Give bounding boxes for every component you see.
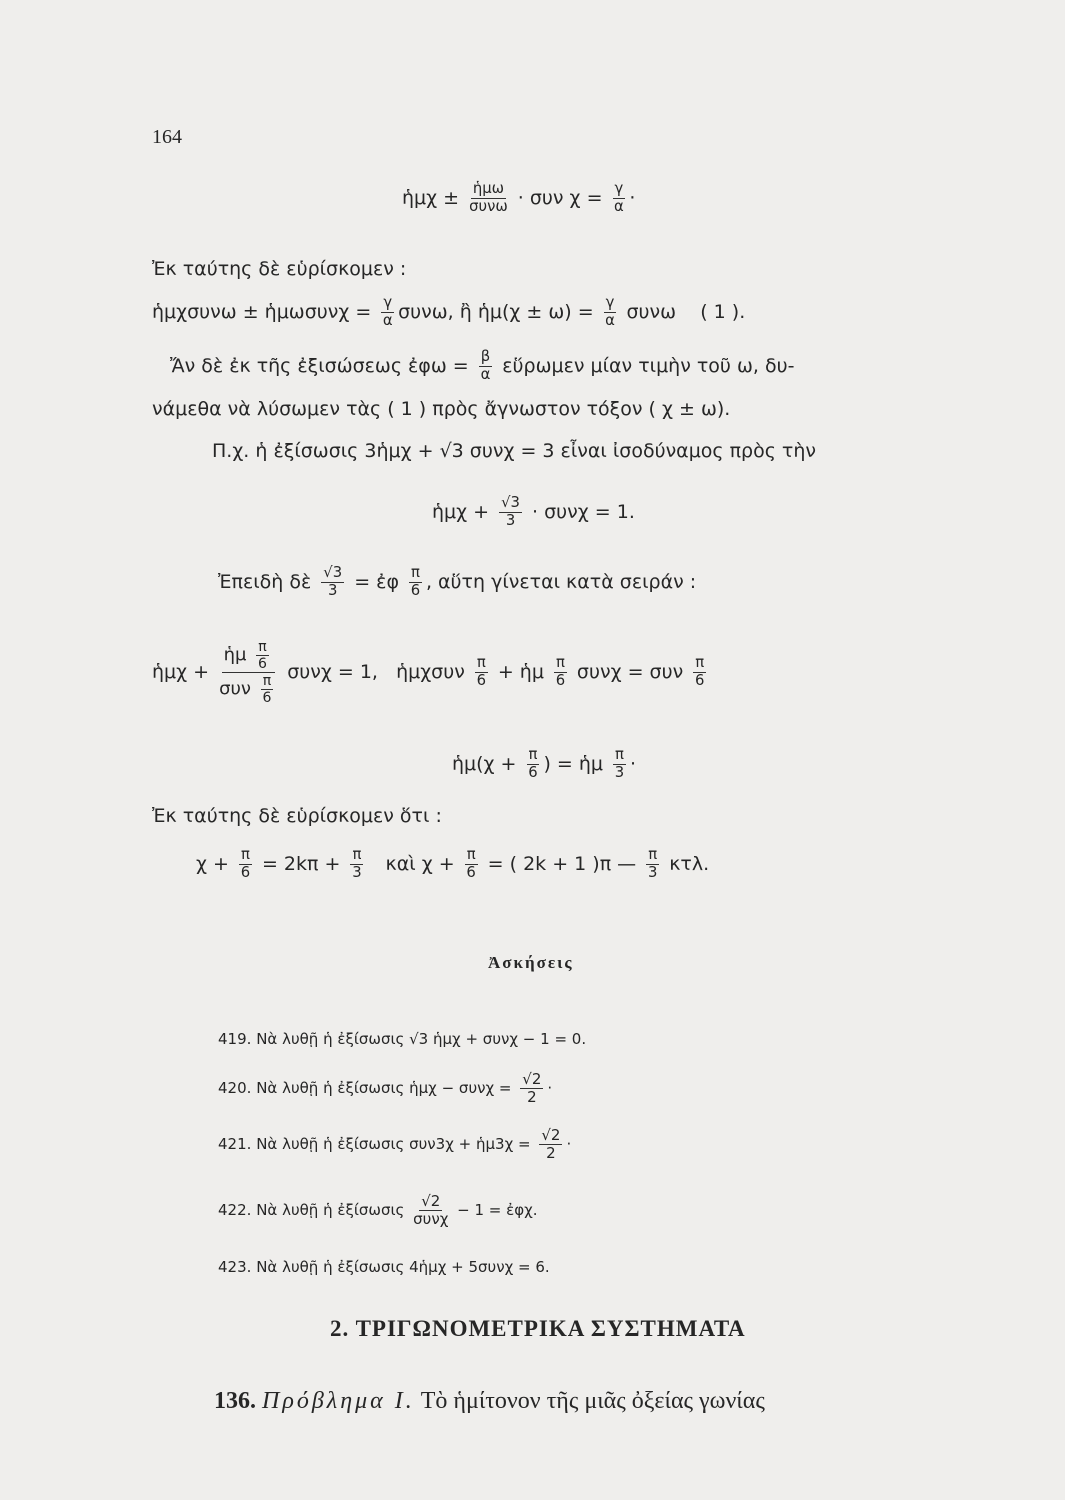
problem-text: Τὸ ἡμίτονον τῆς μιᾶς ὀξείας γωνίας <box>420 1388 765 1414</box>
text-line-since: Ἐπειδὴ δὲ $\frac{√3}{3}$ = ἐφ $\frac{\pi}{6}$ , αὕτη γίνεται κατὰ σειράν : <box>218 564 697 599</box>
text-line-if-2: νάμεθα νὰ λύσωμεν τὰς ( 1 ) πρὸς ἄγνωστον τόξον ( χ ± ω). <box>152 398 731 420</box>
equation-1: ἡμχ ± $\frac{\text{ἡμω}}{\text{συνω}}$ · συν χ = $\frac{\gamma}{\alpha}$ · <box>402 180 636 215</box>
equation-4: ἡμχ + ἡμ $\frac{\pi}{6}$ συν $\frac{\pi}{6}$ συνχ = 1, ἡμχσυν $\frac{\pi}{6}$ + ἡμ $\frac{\pi}{6}$ συνχ = συν $\frac{\pi}{6}$ <box>152 639 705 707</box>
problem-number: 136. <box>214 1388 256 1414</box>
exercises-title: Ἀσκήσεις <box>488 953 574 972</box>
problem-label: Πρόβλημα I. <box>262 1388 415 1414</box>
equation-2: ἡμχσυνω ± ἡμωσυνχ = $\frac{\gamma}{\alpha}$ συνω, ἢ ἡμ(χ ± ω) = $\frac{\gamma}{\alpha}$ συνω ( 1 ). <box>152 294 746 329</box>
exercise-421: 421. Νὰ λυθῇ ἡ ἐξίσωσις συν3χ + ἡμ3χ = $\frac{√2}{2}$ · <box>218 1126 572 1162</box>
exercise-420: 420. Νὰ λυθῇ ἡ ἐξίσωσις ἡμχ − συνχ = $\frac{√2}{2}$ · <box>218 1070 553 1106</box>
exercise-422: 422. Νὰ λυθῇ ἡ ἐξίσωσις $\frac{√2}{\text{συνχ}}$ − 1 = ἐφχ. <box>218 1192 538 1228</box>
equation-3: ἡμχ + $\frac{√3}{3}$ · συνχ = 1. <box>432 494 635 529</box>
text-line-if: Ἄν δὲ ἐκ τῆς ἐξισώσεως ἐφω = $\frac{\beta}{\alpha}$ εὕρωμεν μίαν τιμὴν τοῦ ω, δυ- <box>170 348 795 383</box>
text-line-intro: Ἐκ ταύτης δὲ εὑρίσκομεν : <box>152 258 407 280</box>
text-line-example: Π.χ. ἡ ἐξίσωσις 3ἡμχ + √3 συνχ = 3 εἶναι ἰσοδύναμος πρὸς τὴν <box>212 440 817 462</box>
equation-5: ἡμ(χ + $\frac{\pi}{6}$ ) = ἡμ $\frac{\pi}{3}$ · <box>452 746 637 781</box>
section-heading: 2. ΤΡΙΓΩΝΟΜΕΤΡΙΚΑ ΣΥΣΤΗΜΑΤΑ <box>330 1316 746 1341</box>
equation-result: χ + $\frac{\pi}{6}$ = 2kπ + $\frac{\pi}{3}$ καὶ χ + $\frac{\pi}{6}$ = ( 2k + 1 )π — $\frac{\pi}{3}$ κτλ. <box>196 846 710 881</box>
text-line-intro2: Ἐκ ταύτης δὲ εὑρίσκομεν ὅτι : <box>152 805 442 827</box>
exercise-419: 419. Νὰ λυθῇ ἡ ἐξίσωσις √3 ἡμχ + συνχ − 1 = 0. <box>218 1030 587 1048</box>
exercise-423: 423. Νὰ λυθῇ ἡ ἐξίσωσις 4ἡμχ + 5συνχ = 6. <box>218 1258 550 1276</box>
page-number: 164 <box>152 126 182 148</box>
problem-136 <box>214 1388 765 1415</box>
